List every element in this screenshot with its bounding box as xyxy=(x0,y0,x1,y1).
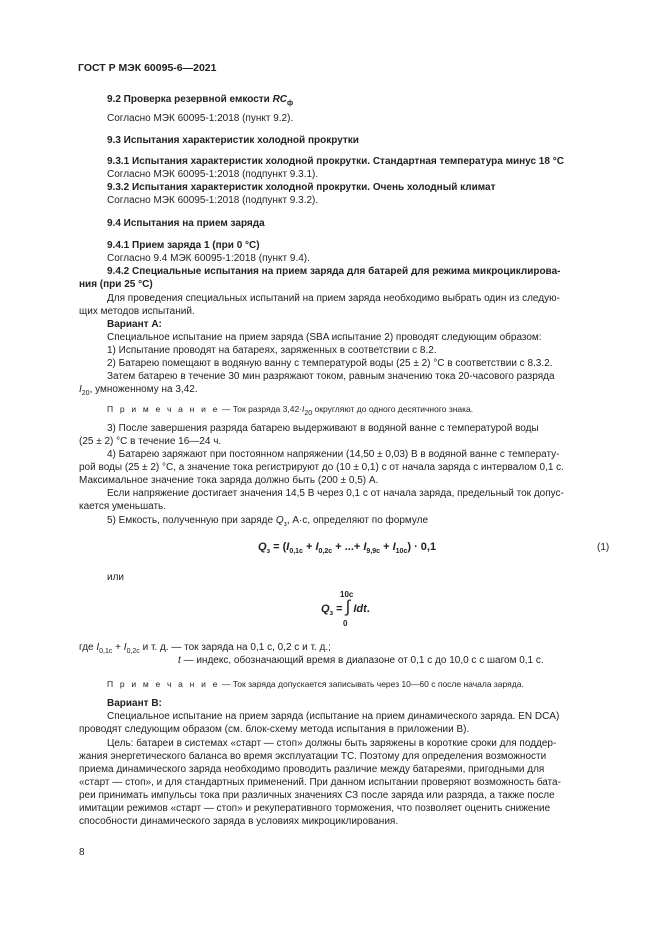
variant-a-step-1: 1) Испытание проводят на батареях, заряженных в соответствии с 8.2. xyxy=(107,345,437,356)
variant-b-p2-line5: реи принимать импульсы тока при различных значениях СЗ после заряда или разряда, а также после xyxy=(79,790,555,801)
variant-a-voltage-note-line1: Если напряжение достигает значения 14,5 В через 0,1 с от начала заряда, предельный ток допус- xyxy=(107,488,564,499)
where-t-line: t — индекс, обозначающий время в диапазоне от 0,1 с до 10,0 с с шагом 0,1 с. xyxy=(178,655,544,666)
variant-b-p2-line1: Цель: батареи в системах «старт — стоп» должны быть заряжены в короткие сроки для поддер- xyxy=(107,738,557,749)
formula-1: $Q_з = (I_{0,1с} + I_{0,2с}$ + ...+ $I_{9,9с} + I_{10с}) \cdot 0,1$ xyxy=(258,541,437,555)
variant-b-title: Вариант В: xyxy=(107,698,162,709)
variant-a-step-2: 2) Батарею помещают в водяную ванну с температурой воды (25 ± 2) °С в соответствии с 8.3.2. xyxy=(107,358,553,369)
section-9-4-2-title-line1: 9.4.2 Специальные испытания на прием заряда для батарей для режима микроциклирова- xyxy=(107,266,561,277)
variant-a-voltage-note-line2: кается уменьшать. xyxy=(79,501,167,512)
section-9-3-2-title: 9.3.2 Испытания характеристик холодной прокрутки. Очень холодный климат xyxy=(107,182,496,193)
integral-upper-limit: 10с xyxy=(340,590,354,599)
section-9-4-2-intro-line2: щих методов испытаний. xyxy=(79,306,195,317)
section-9-4-1-body: Согласно 9.4 МЭК 60095-1:2018 (пункт 9.4). xyxy=(107,253,310,264)
section-9-4-2-title-line2: ния (при 25 °С) xyxy=(79,279,153,290)
variant-a-paragraph: Специальное испытание на прием заряда (SBA испытание 2) проводят следующим образом: xyxy=(107,332,542,343)
section-9-4-2-intro-line1: Для проведения специальных испытаний на прием заряда необходимо выбрать один из следую- xyxy=(107,293,560,304)
section-9-3-1-body: Согласно МЭК 60095-1:2018 (подпункт 9.3.1). xyxy=(107,169,319,180)
section-9-2-title: 9.2 Проверка резервной емкости $RC_ф$ xyxy=(107,94,294,107)
variant-a-step-3-line1: 3) После завершения разряда батарею выдерживают в водяной ванне с температурой воды xyxy=(107,423,539,434)
variant-b-p1-line2: проводят следующим образом (см. блок-схему метода испытания в приложении В). xyxy=(79,724,470,735)
document-header: ГОСТ Р МЭК 60095-6—2021 xyxy=(78,62,217,74)
variant-a-step-5: 5) Емкость, полученную при заряде $Q_з$, А·с, определяют по формуле xyxy=(107,515,429,528)
or-label: или xyxy=(107,572,125,583)
variant-b-p2-line3: приема динамического заряда необходимо проводить различие между батареями, пригодными для xyxy=(79,764,545,775)
variant-b-p2-line6: имитации режимов «старт — стоп» и рекуперативного торможения, что позволяет оценить снижение xyxy=(79,803,551,814)
variant-b-p2-line2: жания энергетического баланса во время эксплуатации ТС. Поэтому для определения возможности xyxy=(79,751,547,762)
where-line: где $I_{0,1с} + I_{0,2с}$ и т. д. — ток заряда на 0,1 с, 0,2 с и т. д.; xyxy=(79,642,331,655)
section-9-2-body: Согласно МЭК 60095-1:2018 (пункт 9.2). xyxy=(107,113,294,124)
variant-a-step-3-line2: (25 ± 2) °С в течение 16—24 ч. xyxy=(79,436,222,447)
variant-b-p2-line7: способности динамического заряда в условиях микроциклирования. xyxy=(79,816,399,827)
variant-a-step-4-line2: рой воды (25 ± 2) °С, а значение тока регистрируют до (10 ± 0,1) с от начала заряда с интервалом 0,1 с. xyxy=(79,462,564,473)
variant-a-title: Вариант А: xyxy=(107,319,162,330)
section-9-4-1-title: 9.4.1 Прием заряда 1 (при 0 °С) xyxy=(107,240,260,251)
variant-a-discharge-line2: $I_{20}$, умноженному на 3,42. xyxy=(79,384,198,397)
integral-lower-limit: 0 xyxy=(343,619,348,628)
note-2: П р и м е ч а н и е — Ток заряда допускается записывать через 10—60 с после начала заряда. xyxy=(107,679,524,689)
variant-b-p2-line4: «старт — стоп», и для стандартных применений. При данном испытании проверяют возможность бата- xyxy=(79,777,561,788)
formula-1-number: (1) xyxy=(597,542,610,553)
page-number: 8 xyxy=(79,847,85,858)
formula-2: $Q_з$ = ∫ Idt. xyxy=(321,597,370,617)
section-9-3-2-body: Согласно МЭК 60095-1:2018 (подпункт 9.3.2). xyxy=(107,195,319,206)
section-9-4-title: 9.4 Испытания на прием заряда xyxy=(107,218,265,229)
variant-a-step-4-line1: 4) Батарею заряжают при постоянном напряжении (14,50 ± 0,03) В в водяной ванне с температу- xyxy=(107,449,560,460)
note-1: П р и м е ч а н и е — Ток разряда $3,42\cdot I_{20}$ округляют до одного десятичного знака. xyxy=(107,404,474,417)
variant-a-step-4-line3: Максимальное значение тока заряда должно быть (200 ± 0,5) А. xyxy=(79,475,379,486)
variant-b-p1-line1: Специальное испытание на прием заряда (испытание на прием динамического заряда. EN DCA) xyxy=(107,711,560,722)
variant-a-discharge-line1: Затем батарею в течение 30 мин разряжают током, равным значению тока 20-часового разряда xyxy=(107,371,555,382)
section-9-3-title: 9.3 Испытания характеристик холодной прокрутки xyxy=(107,135,359,146)
section-9-3-1-title: 9.3.1 Испытания характеристик холодной прокрутки. Стандартная температура минус 18 °С xyxy=(107,156,564,167)
